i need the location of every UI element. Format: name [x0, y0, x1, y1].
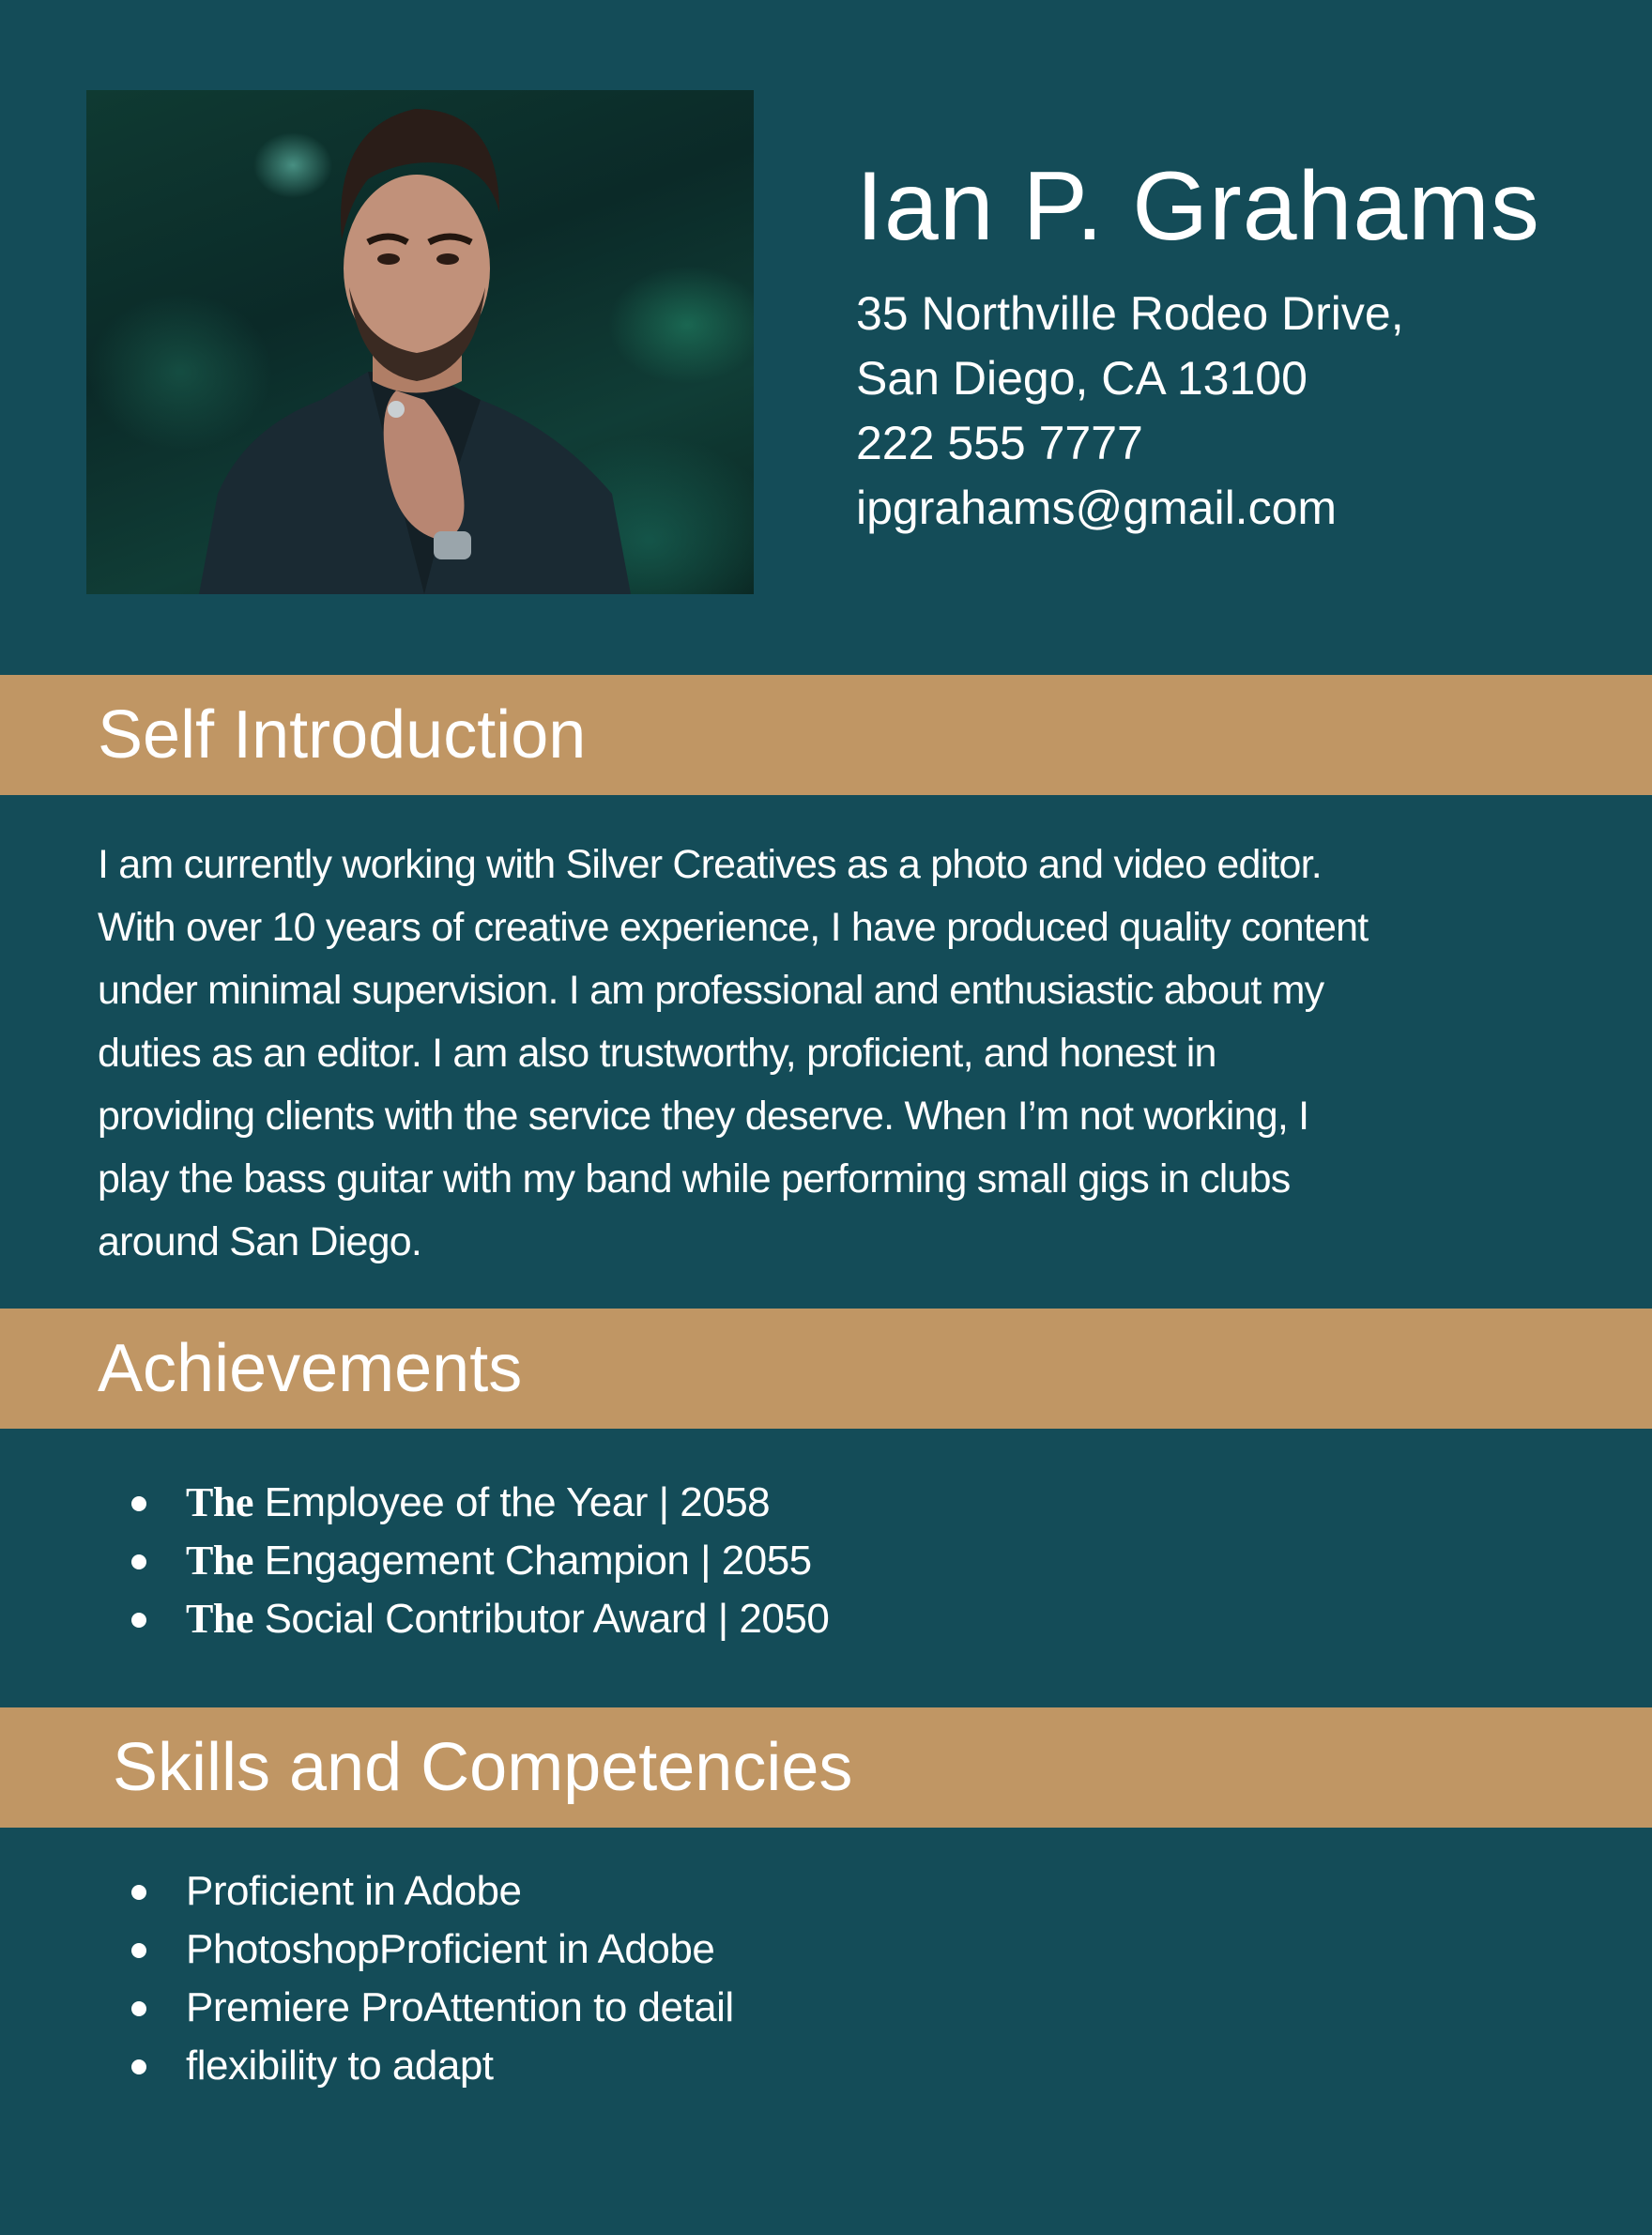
profile-header: [856, 150, 1540, 541]
achievement-text: Engagement Champion | 2055: [252, 1538, 812, 1584]
achievement-prefix: The: [186, 1596, 253, 1642]
achievement-prefix: The: [186, 1479, 253, 1525]
achievement-text: Social Contributor Award | 2050: [252, 1596, 830, 1642]
bullet-icon: [131, 1554, 146, 1569]
skills-title: Skills and Competencies: [113, 1730, 853, 1805]
skill-item: [131, 1979, 734, 2037]
achievement-item: [131, 1474, 829, 1532]
skill-item: [131, 1862, 734, 1921]
bullet-icon: [131, 2001, 146, 2016]
achievements-list: [131, 1474, 829, 1648]
section-header-intro: [0, 675, 1652, 795]
intro-line: under minimal supervision. I am professional and enthusiastic about my: [98, 968, 1324, 1013]
achievements-title: Achievements: [98, 1331, 523, 1406]
address-line-1: 35 Northville Rodeo Drive,: [856, 287, 1404, 340]
section-header-skills: [0, 1707, 1652, 1828]
bullet-icon: [131, 1496, 146, 1511]
intro-title: Self Introduction: [98, 697, 587, 773]
skill-text: Proficient in Adobe: [186, 1868, 522, 1914]
section-header-achievements: [0, 1309, 1652, 1429]
intro-line: With over 10 years of creative experience, I have produced quality content: [98, 905, 1369, 950]
achievement-item: [131, 1590, 829, 1648]
email-address: ipgrahams@gmail.com: [856, 482, 1338, 534]
phone-number: 222 555 7777: [856, 417, 1143, 469]
skill-text: PhotoshopProficient in Adobe: [186, 1926, 715, 1972]
skill-text: Premiere ProAttention to detail: [186, 1984, 734, 2030]
bullet-icon: [131, 1885, 146, 1900]
intro-line: duties as an editor. I am also trustworthy, proficient, and honest in: [98, 1031, 1216, 1076]
achievement-prefix: The: [186, 1538, 253, 1584]
bullet-icon: [131, 2059, 146, 2074]
achievement-text: Employee of the Year | 2058: [252, 1479, 771, 1525]
skill-item: [131, 1921, 734, 1979]
skill-item: [131, 2037, 734, 2095]
intro-line: play the bass guitar with my band while performing small gigs in clubs: [98, 1156, 1291, 1202]
skills-list: [131, 1862, 734, 2095]
bullet-icon: [131, 1613, 146, 1628]
skill-text: flexibility to adapt: [186, 2043, 494, 2089]
intro-line: around San Diego.: [98, 1219, 421, 1264]
full-name: Ian P. Grahams: [856, 152, 1540, 261]
intro-paragraph: [98, 834, 1599, 1274]
intro-line: I am currently working with Silver Creatives as a photo and video editor.: [98, 842, 1322, 887]
address-line-2: San Diego, CA 13100: [856, 352, 1308, 405]
bullet-icon: [131, 1943, 146, 1958]
intro-line: providing clients with the service they deserve. When I’m not working, I: [98, 1094, 1309, 1139]
achievement-item: [131, 1532, 829, 1590]
portrait-illustration: [86, 90, 754, 594]
profile-photo: [86, 90, 754, 594]
